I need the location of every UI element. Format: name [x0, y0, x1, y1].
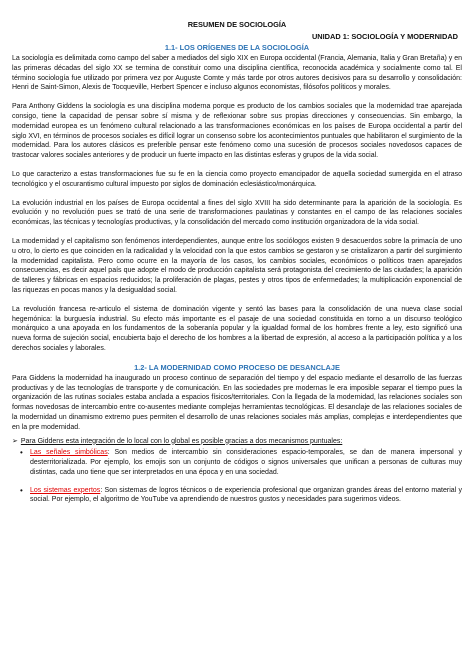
- section-title-disembedding: 1.2- LA MODERNIDAD COMO PROCESO DE DESANCLAJE: [134, 362, 340, 372]
- paragraph: La sociología es delimitada como campo del saber a mediados del siglo XIX en Europa occidental (Francia, Alemania, Italia y Gran Bretaña) y en las primeras décadas del siglo XX se termina de constituir como una disciplina científica, reconocida académica y socialmente como tal. El término sociología fue utilizado por primera vez por Auguste Comte y más tarde por otros autores decisivos para su desarrollo y consolidación: Henri de Saint-Simon, Alexis de Tocqueville, Herbert Spencer e incluso algunos economistas, filósofos políticos y morales.: [12, 55, 462, 92]
- term-symbolic-tokens: Las señales simbólicas: [30, 449, 108, 457]
- paragraph: Para Giddens la modernidad ha inaugurado un proceso continuo de separación del tiempo y del espacio mediante el desarrollo de las fuerzas productivas y de las tecnologías de transporte y de comunicación. En las sociedades pre modernas le era imposible separar el tiempo pues la organización de las rutinas sociales estaba anclada a espacios físicos/territoriales. Con la llegada de la modernidad, las relaciones sociales son formas novedosas de intercambio entre co-ausentes mediante complejas herramientas tecnológicas. El desanclaje de las relaciones sociales de la modernidad un dinamismo extremo pues permiten el desarrollo de unas relaciones sociales más amplias, complejas e interdependientes que en la pre modernidad.: [12, 374, 462, 431]
- paragraph: Lo que caracterizo a estas transformaciones fue su fe en la ciencia como proyecto emancipador de aquella sociedad sumergida en el atraso tecnológico y el oscurantismo cultural impuesto por siglos de dominación eclesiástico/monárquica.: [12, 170, 462, 188]
- list-item: [20, 485, 462, 506]
- mechanisms-list: [12, 448, 462, 505]
- section-title-origins: 1.1- LOS ORÍGENES DE LA SOCIOLOGÍA: [164, 43, 310, 52]
- term-expert-systems: Los sistemas expertos: [30, 486, 101, 494]
- bullet-icon: •: [20, 485, 23, 495]
- paragraph: La evolución industrial en los países de Europa occidental a fines del siglo XVIII ha sido determinante para la aparición de la sociología. Es evolución y no revolución pues se trató de una serie de transformaciones paulatinas y constantes en el campo de las relaciones sociales económicas, las técnicas y tecnologías productivas, y la consolidación del mercado como institución organizadora de la vida social.: [12, 199, 462, 227]
- term-description: : Son sistemas de logros técnicos o de experiencia profesional que organizan grandes áreas del entorno material y social. Por ejemplo, el algoritmo de YouTube va aprendiendo de nuestros gustos y necesidades para sugerirnos videos.: [30, 486, 462, 504]
- list-item: [20, 448, 462, 477]
- paragraph: La modernidad y el capitalismo son fenómenos interdependientes, aunque entre los sociólogos existen 9 desacuerdos sobre la primacía de uno u otro, lo cierto es que coinciden en la radicalidad y la velocidad con la que estos cambios se gestaron y se cristalizaron a partir del surgimiento la modernidad capitalista. Pero como ocurre en la mayoría de los casos, los cambios sociales, económicos o políticos traen aparejados consecuencias, es decir aquel país que adopte el modo de producción capitalista será protagonista del crecimiento de las ciudades; la aparición de talleres y fábricas en espacios reducidos; la proliferación de plagas, pestes y otros tipos de enfermedades; la multiplicación exponencial de las riquezas en pocas manos y la desigualdad social.: [12, 237, 462, 294]
- paragraph: La revolución francesa re-articulo el sistema de dominación vigente y sentó las bases para la consolidación de una nueva clase social hegemónica: la burguesía industrial. Su efecto más importante es el pasaje de una sociedad constituida en torno a un discurso teológico monárquico a una apoyada en los fundamentos de la soberanía popular y la igualdad formal de los hombres frente a ley, esto significó una nueva forma de sujeción social, encubierta bajo el derecho de los hombres a la libertad de expresión, al acceso a la participación política y a los derechos sociales y laborales.: [12, 305, 462, 352]
- arrow-bullet-icon: ➢: [12, 437, 18, 445]
- unit-title: UNIDAD 1: SOCIOLOGÍA Y MODERNIDAD: [311, 32, 458, 41]
- mechanisms-intro: [12, 437, 462, 447]
- mechanisms-intro-text: Para Giddens esta integración de lo local con lo global es posible gracias a dos mecanismos puntuales:: [20, 437, 343, 445]
- bullet-icon: •: [20, 448, 23, 458]
- term-description: : Son medios de intercambio sin consideraciones espacio-temporales, se dan de manera impersonal y desterritorializada. Por ejemplo, los emojis son un conjunto de códigos o signos universales que unifican a personas de culturas muy distintas, cada uno tiene que ser interpretados en una época y en una sociedad.: [30, 449, 462, 476]
- paragraph: Para Anthony Giddens la sociología es una disciplina moderna porque es producto de los cambios sociales que la modernidad trae aparejada consigo, tiene la capacidad de pensar sobre sí misma y de reflexionar sobre sus propias direcciones y consecuencias. Sin embargo, la modernidad europea es un fenómeno cultural relacionado a las transformaciones económicas en los países de Europa occidental a partir del siglo XVI, en términos de procesos sociales es difícil lograr un consenso sobre los acontecimientos puntuales que habilitaron el surgimiento de la modernidad. Para los autores clásicos es preferible pensar este fenómeno como una sucesión de procesos sociales novedosos capaces de trastocar valores sociales anteriores y de producir un fuerte impacto en las distintas esferas y grupos de la vida social.: [12, 103, 462, 160]
- document-title: RESUMEN DE SOCIOLOGÍA: [187, 20, 287, 29]
